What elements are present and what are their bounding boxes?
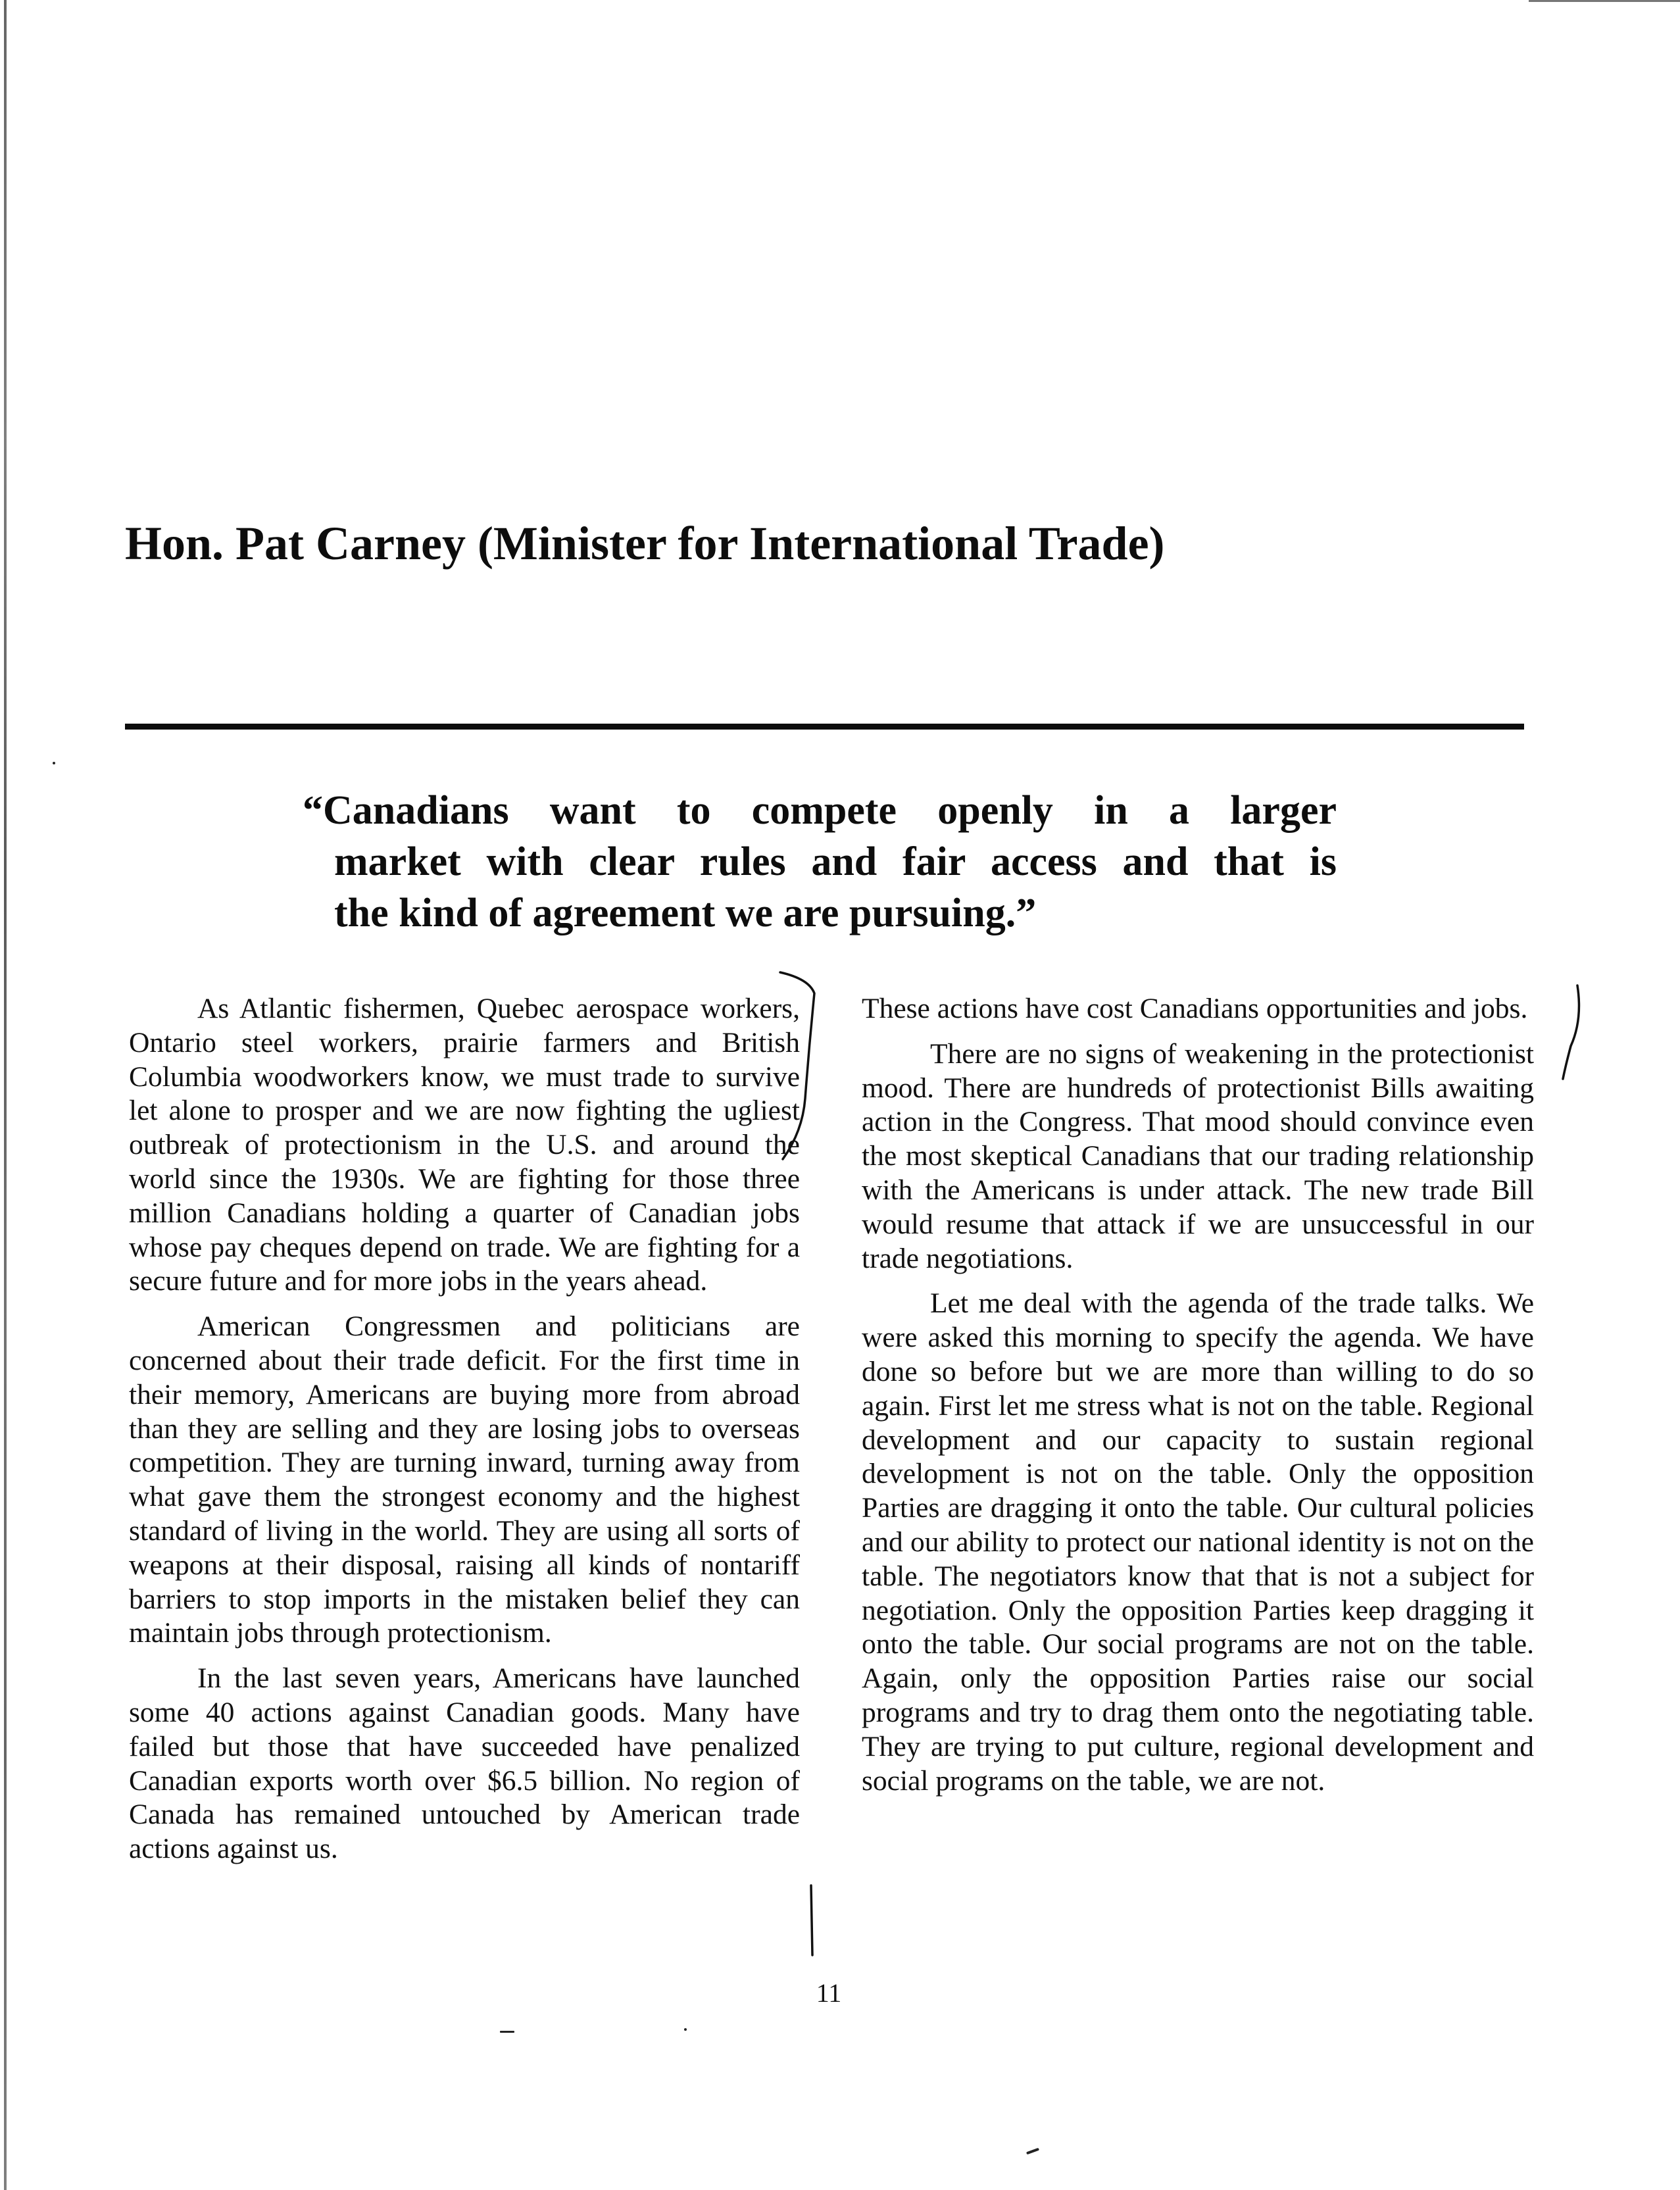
scan-speck — [1026, 2148, 1039, 2155]
pull-quote-line-1: “Canadians want to compete openly in a larger — [303, 788, 1337, 833]
left-column — [129, 992, 800, 1878]
body-paragraph: As Atlantic fishermen, Quebec aerospace workers, Ontario steel workers, prairie farmers and British Columbia woodworkers know, we must trade to survive let alone to prosper and we are now fighting the ugliest outbreak of protectionism in the U.S. and around the world since the 1930s. We are fighting for those three million Canadians holding a quarter of Canadian jobs whose pay cheques depend on trade. We are fighting for a secure future and for more jobs in the years ahead. — [129, 993, 800, 1297]
margin-bracket-right — [1551, 980, 1591, 1085]
scan-speck — [53, 762, 55, 764]
page-heading: Hon. Pat Carney (Minister for International Trade) — [125, 517, 1165, 570]
page-number: 11 — [816, 1978, 842, 2008]
heading-rule — [125, 724, 1524, 730]
pull-quote-line-3: the kind of agreement we are pursuing.” — [334, 891, 1037, 935]
scan-speck — [500, 2031, 514, 2033]
body-paragraph: In the last seven years, Americans have launched some 40 actions against Canadian goods. Many have failed but those that have succeeded have penalized Canadian exports worth over $6.5 billion. No region of Canada has remained untouched by American trade actions against us. — [129, 1662, 800, 1865]
scan-left-edge — [4, 0, 7, 2190]
margin-bracket-left-bottom — [799, 1881, 826, 1960]
pull-quote-line-2: market with clear rules and fair access and that is — [334, 839, 1337, 884]
body-paragraph: There are no signs of weakening in the protectionist mood. There are hundreds of protectionist Bills awaiting action in the Congress. That mood should convince even the most skeptical Canadians that our trading relationship with the Americans is under attack. The new trade Bill would resume that attack if we are unsuccessful in our trade negotiations. — [862, 1037, 1534, 1274]
body-paragraph: American Congressmen and politicians are concerned about their trade deficit. For the first time in their memory, Americans are buying more from abroad than they are selling and they are losing jobs to overseas competition. They are turning inward, turning away from what gave them the strongest economy and the highest standard of living in the world. They are using all sorts of weapons at their disposal, raising all kinds of nontariff barriers to stop imports in the mistaken belief they can maintain jobs through protectionism. — [129, 1310, 800, 1649]
body-paragraph: Let me deal with the agenda of the trade talks. We were asked this morning to specify the agenda. We have done so before but we are more than willing to do so again. First let me stress what is not on the table. Regional development and our capacity to sustain regional development is not on the table. Only the opposition Parties are dragging it onto the table. Our cultural policies and our ability to protect our national identity is not on the table. The negotiators know that that is not a subject for negotiation. Only the opposition Parties keep dragging it onto the table. Our social programs are not on the table. Again, only the opposition Parties raise our social programs and try to drag them onto the negotiating table. They are trying to put culture, regional development and social programs on the table, we are not. — [862, 1287, 1534, 1797]
pull-quote — [303, 785, 1337, 939]
scan-top-edge — [1529, 0, 1680, 2]
body-paragraph: These actions have cost Canadians opportunities and jobs. — [862, 993, 1528, 1024]
right-column — [862, 992, 1534, 1809]
scan-speck — [684, 2028, 687, 2031]
margin-bracket-left-top — [776, 967, 829, 1164]
